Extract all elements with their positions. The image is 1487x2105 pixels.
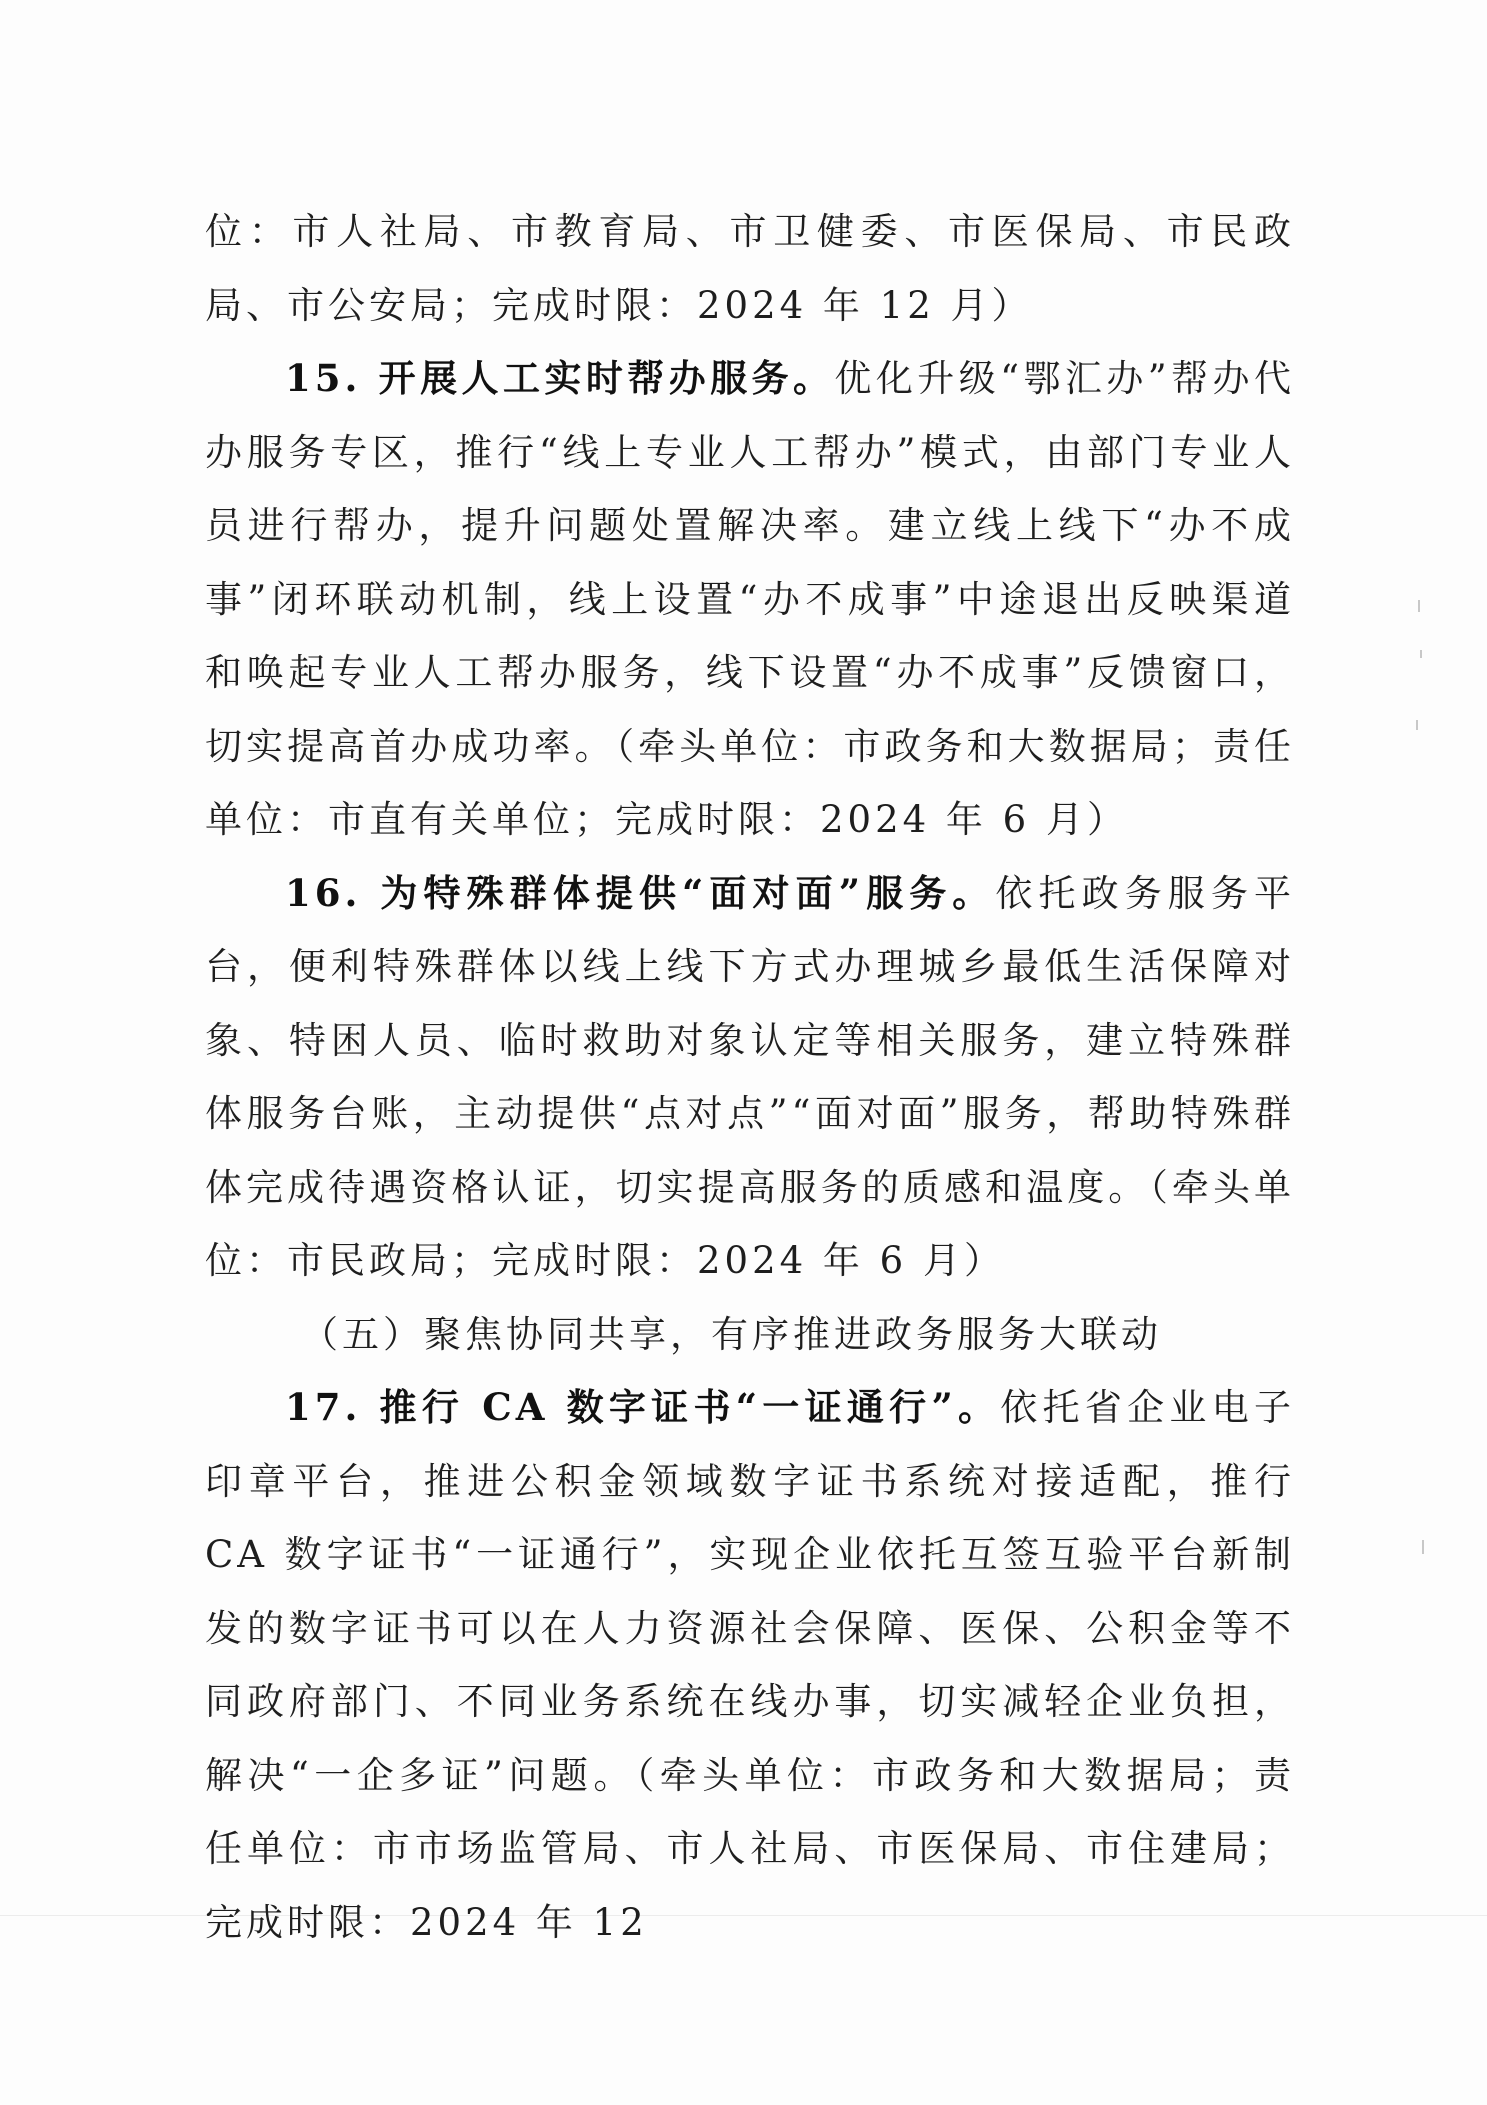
- item-17-text: 依托省企业电子印章平台，推进公积金领域数字证书系统对接适配，推行 CA 数字证书“一证通行”，实现企业依托互签互验平台新制发的数字证书可以在人力资源社会保障、医保、公积金等不同政府部门、不同业务系统在线办事，切实减轻企业负担，解决“一企多证”问题。（牵头单位：市政务和大数据局；责任单位：市市场监管局、市人社局、市医保局、市住建局；完成时限：2024 年 12: [205, 1386, 1296, 1944]
- document-body: [205, 195, 1295, 1959]
- item-15-text: 优化升级“鄂汇办”帮办代办服务专区，推行“线上专业人工帮办”模式，由部门专业人员进行帮办，提升问题处置解决率。建立线上线下“办不成事”闭环联动机制，线上设置“办不成事”中途退出反映渠道和唤起专业人工帮办服务，线下设置“办不成事”反馈窗口，切实提高首办成功率。（牵头单位：市政务和大数据局；责任单位：市直有关单位；完成时限：2024 年 6 月）: [205, 357, 1295, 841]
- item-16-heading: 16. 为特殊群体提供“面对面”服务。: [285, 870, 996, 915]
- item-15-heading: 15. 开展人工实时帮办服务。: [285, 356, 835, 400]
- scan-speck: [1420, 650, 1422, 658]
- scan-speck: [1422, 1540, 1424, 1554]
- paragraph-item-16: [205, 857, 1295, 1298]
- item-16-text: 依托政务服务平台，便利特殊群体以线上线下方式办理城乡最低生活保障对象、特困人员、临时救助对象认定等相关服务，建立特殊群体服务台账，主动提供“点对点”“面对面”服务，帮助特殊群体完成待遇资格认证，切实提高服务的质感和温度。（牵头单位：市民政局；完成时限：2024 年 6 月）: [205, 871, 1295, 1282]
- paragraph-continuation: 位：市人社局、市教育局、市卫健委、市医保局、市民政局、市公安局；完成时限：2024 年 12 月）: [205, 210, 1295, 327]
- item-17-heading: 17. 推行 CA 数字证书“一证通行”。: [285, 1385, 1001, 1429]
- scan-speck: [1418, 600, 1420, 612]
- scan-speck: [1416, 720, 1418, 730]
- paragraph-item-15: [205, 342, 1295, 857]
- section-5-heading: （五）聚焦协同共享，有序推进政务服务大联动: [301, 1312, 1162, 1356]
- paragraph-item-17: [205, 1371, 1295, 1959]
